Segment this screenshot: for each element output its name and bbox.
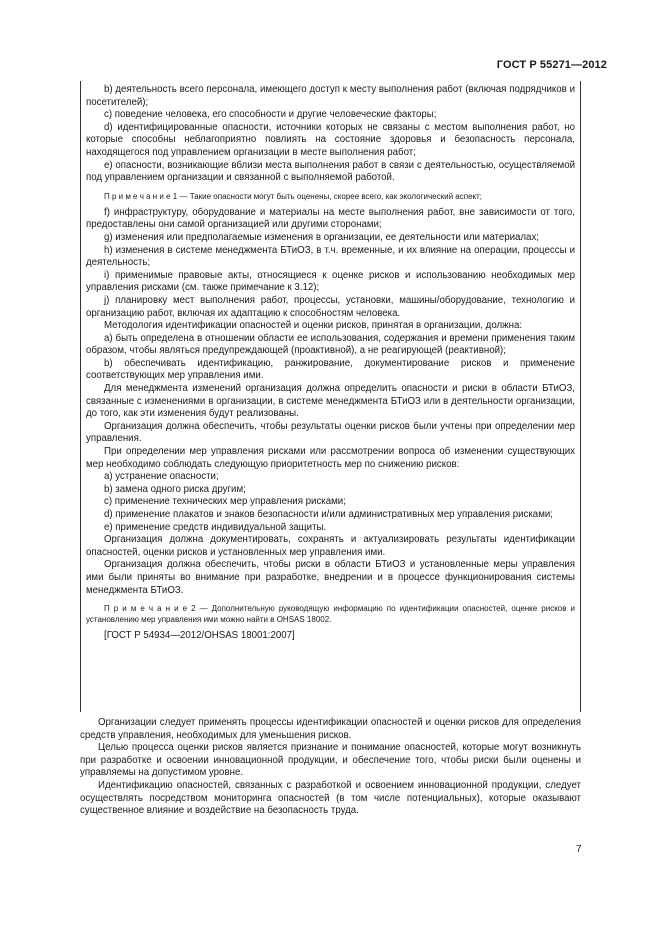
list-item: j) планировку мест выполнения работ, процессы, установки, машины/оборудование, технологию и организацию работ, включая их адаптацию к способностям человека. — [86, 294, 575, 319]
source-reference: [ГОСТ Р 54934—2012/OHSAS 18001:2007] — [104, 630, 295, 642]
list-item: b) обеспечивать идентификацию, ранжирование, документирование рисков и применение соответствующих мер управления ими. — [86, 357, 575, 382]
list-item: e) применение средств индивидуальной защиты. — [104, 521, 327, 533]
list-item: c) поведение человека, его способности и другие человеческие факторы; — [104, 109, 437, 121]
list-item: e) опасности, возникающие вблизи места выполнения работ в связи с деятельностью, осуществляемой под управлением организации и связанной с выполняемой работой. — [86, 159, 575, 184]
paragraph: При определении мер управления рисками или рассмотрении вопроса об изменении существующих мер необходимо соблюдать следующую приоритетность мер по снижению рисков: — [86, 446, 575, 470]
list-item: i) применимые правовые акты, относящиеся к оценке рисков и использованию необходимых мер управления рисками (см. также примечание к 3.12); — [86, 269, 575, 294]
paragraph: Для менеджмента изменений организация должна определить опасности и риски в области БТиОЗ, связанные с изменениями в организации, в системе менеджмента БТиОЗ или в деятельности организации, до того, как эти изменения будут реализованы. — [86, 383, 575, 420]
body-text — [80, 717, 581, 818]
note-1: П р и м е ч а н и е 1 — Такие опасности могут быть оценены, скорее всего, как экологический аспект; — [104, 191, 482, 201]
list-item: d) идентифицированные опасности, источники которых не связаны с местом выполнения работ, но которые способны неблагоприятно повлиять на состояние здоровья и безопасность персонала, находящегося под управлением организации в месте выполнения работ; — [86, 121, 575, 158]
list-item: f) инфраструктуру, оборудование и материалы на месте выполнения работ, вне зависимости от того, предоставлены они самой организацией или другими сторонами; — [86, 206, 575, 231]
document-code: ГОСТ Р 55271—2012 — [496, 59, 607, 71]
list-item: a) быть определена в отношении области ее использования, содержания и времени применения таким образом, чтобы являться предупреждающей (проактивной), а не реагирующей (реактивной); — [86, 332, 575, 357]
page-number: 7 — [576, 844, 582, 855]
list-item: g) изменения или предполагаемые изменения в организации, ее деятельности или материалах; — [104, 231, 539, 243]
list-item: h) изменения в системе менеджмента БТиОЗ, в т.ч. временные, и их влияние на операции, процессы и деятельность; — [86, 244, 575, 269]
quoted-standard-box — [80, 81, 581, 712]
note-2: П р и м е ч а н и е 2 — Дополнительную руководящую информацию по идентификации опасностей, оценке рисков и установлению мер управления ими можно найти в OHSAS 18002. — [86, 604, 575, 625]
paragraph: Организация должна документировать, сохранять и актуализировать результаты идентификации опасностей, оценки рисков и установленных мер управления ими. — [86, 534, 575, 558]
list-item: b) деятельность всего персонала, имеющего доступ к месту выполнения работ (включая подрядчиков и посетителей); — [86, 84, 575, 108]
paragraph: Организация должна обеспечить, чтобы результаты оценки рисков были учтены при определении мер управления. — [86, 420, 575, 445]
paragraph: Организация должна обеспечить, чтобы риски в области БТиОЗ и установленные меры управления ими были приняты во внимание при разработке, внедрении и в процессе функционирования системы менеджмента БТиОЗ. — [86, 559, 575, 596]
paragraph: Методология идентификации опасностей и оценки рисков, принятая в организации, должна: — [104, 320, 523, 332]
paragraph: Целью процесса оценки рисков является признание и понимание опасностей, которые могут возникнуть при разработке и освоении инновационной продукции, и обеспечение того, чтобы риски были оценены и управляемы на допустимом уровне. — [80, 742, 581, 779]
list-item: d) применение плакатов и знаков безопасности и/или административных мер управления рисками; — [104, 509, 553, 520]
list-item: b) замена одного риска другим; — [104, 483, 246, 495]
paragraph: Идентификацию опасностей, связанных с разработкой и освоением инновационной продукции, следует осуществлять посредством мониторинга опасностей (в том числе потенциальных), которые оказывают существенное влияние и воздействие на безопасность труда. — [80, 779, 581, 817]
list-item: c) применение технических мер управления рисками; — [104, 496, 346, 508]
list-item: a) устранение опасности; — [104, 471, 219, 483]
paragraph: Организации следует применять процессы идентификации опасностей и оценки рисков для определения средств управления, необходимых для уменьшения рисков. — [80, 717, 581, 741]
